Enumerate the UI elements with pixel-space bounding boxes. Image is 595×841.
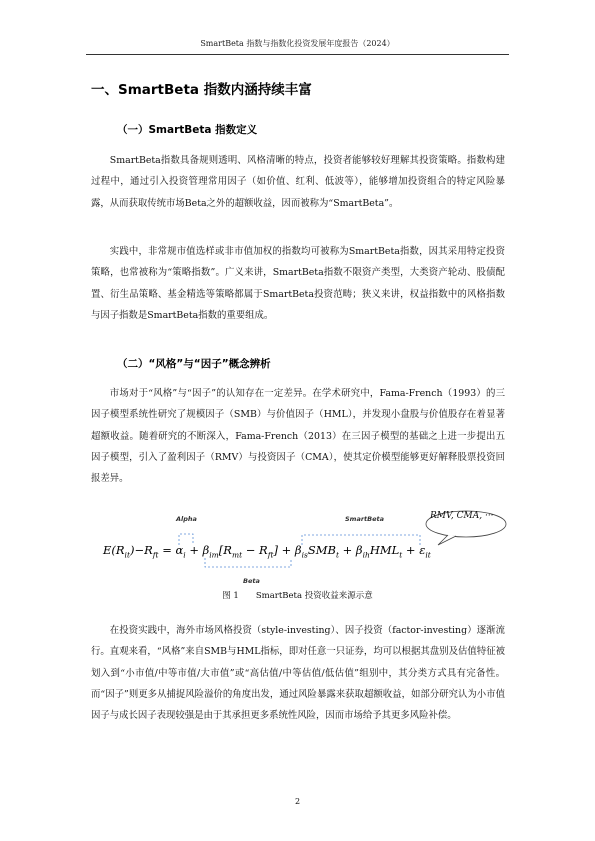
paragraph-definition-2: 实践中，非常规市值选样或非市值加权的指数均可被称为SmartBeta指数，因其采用特定投资策略，也常被称为“策略指数”。广义来讲，SmartBeta指数不限资产类型，大类资产轮动、股债配置、衍生品策略、基金精选等策略都属于SmartBeta投资范畴；狭义来讲，权益指数中的风格指数与因子指数是SmartBeta指数的重要组成。: [91, 246, 505, 321]
section-title: 一、SmartBeta 指数内涵持续丰富: [91, 82, 312, 98]
paragraph-style-factor-1: 市场对于“风格”与“因子”的认知存在一定差异。在学术研究中，Fama-French（1993）的三因子模型系统性研究了规模因子（SMB）与价值因子（HML），并发现小盘股与价值股存在着显著超额收益。随着研究的不断深入，Fama-French（2013）在三因子模型的基础之上进一步提出五因子模型，引入了盈利因子（RMV）与投资因子（CMA），使其定价模型能够更好解释股票投资回报差异。: [91, 388, 505, 485]
figure-caption: 图 1 SmartBeta 投资收益来源示意: [222, 591, 373, 601]
page-number: 2: [294, 797, 301, 806]
beta-label: Beta: [243, 577, 260, 585]
pricing-formula: $E(R_{it})-R_{ft} = \alpha_i + \beta_{im}[R_{mt} - R_{ft}] + \beta_{is}SMB_t + \beta_{ih}HML_t + \varepsilon_{it}$: [103, 543, 431, 560]
factor-bubble: RMV, CMA, ···: [430, 511, 494, 521]
figure-return-sources: [0, 505, 595, 600]
paragraph-definition-1: SmartBeta指数具备规则透明、风格清晰的特点，投资者能够较好理解其投资策略。指数构建过程中，通过引入投资管理常用因子（如价值、红利、低波等），能够增加投资组合的特定风险暴露，从而获取传统市场Beta之外的超额收益，因而被称为“SmartBeta”。: [91, 155, 505, 209]
smartbeta-label: SmartBeta: [345, 515, 385, 523]
subsection-title-style-factor: （二）“风格”与“因子”概念辨析: [117, 358, 271, 370]
alpha-label: Alpha: [176, 515, 197, 523]
paragraph-style-factor-2: 在投资实践中，海外市场风格投资（style-investing）、因子投资（factor-investing）逐渐流行。直观来看，“风格”来自SMB与HML指标，即对任意一只证券，均可以根据其盘别及估值特征被划入到“小市值/中等市值/大市值”或“高估值/中等估值/低估值”组别中，其分类方式具有完备性。而“因子”则更多从捕捉风险溢价的角度出发，通过风险暴露来获取超额收益，如部分研究认为小市值因子与成长因子表现较强是由于其承担更多系统性风险，因而市场给予其更多风险补偿。: [91, 625, 505, 722]
subsection-title-definition: （一）SmartBeta 指数定义: [117, 124, 258, 136]
page-header: SmartBeta 指数与指数化投资发展年度报告（2024）: [86, 38, 509, 55]
